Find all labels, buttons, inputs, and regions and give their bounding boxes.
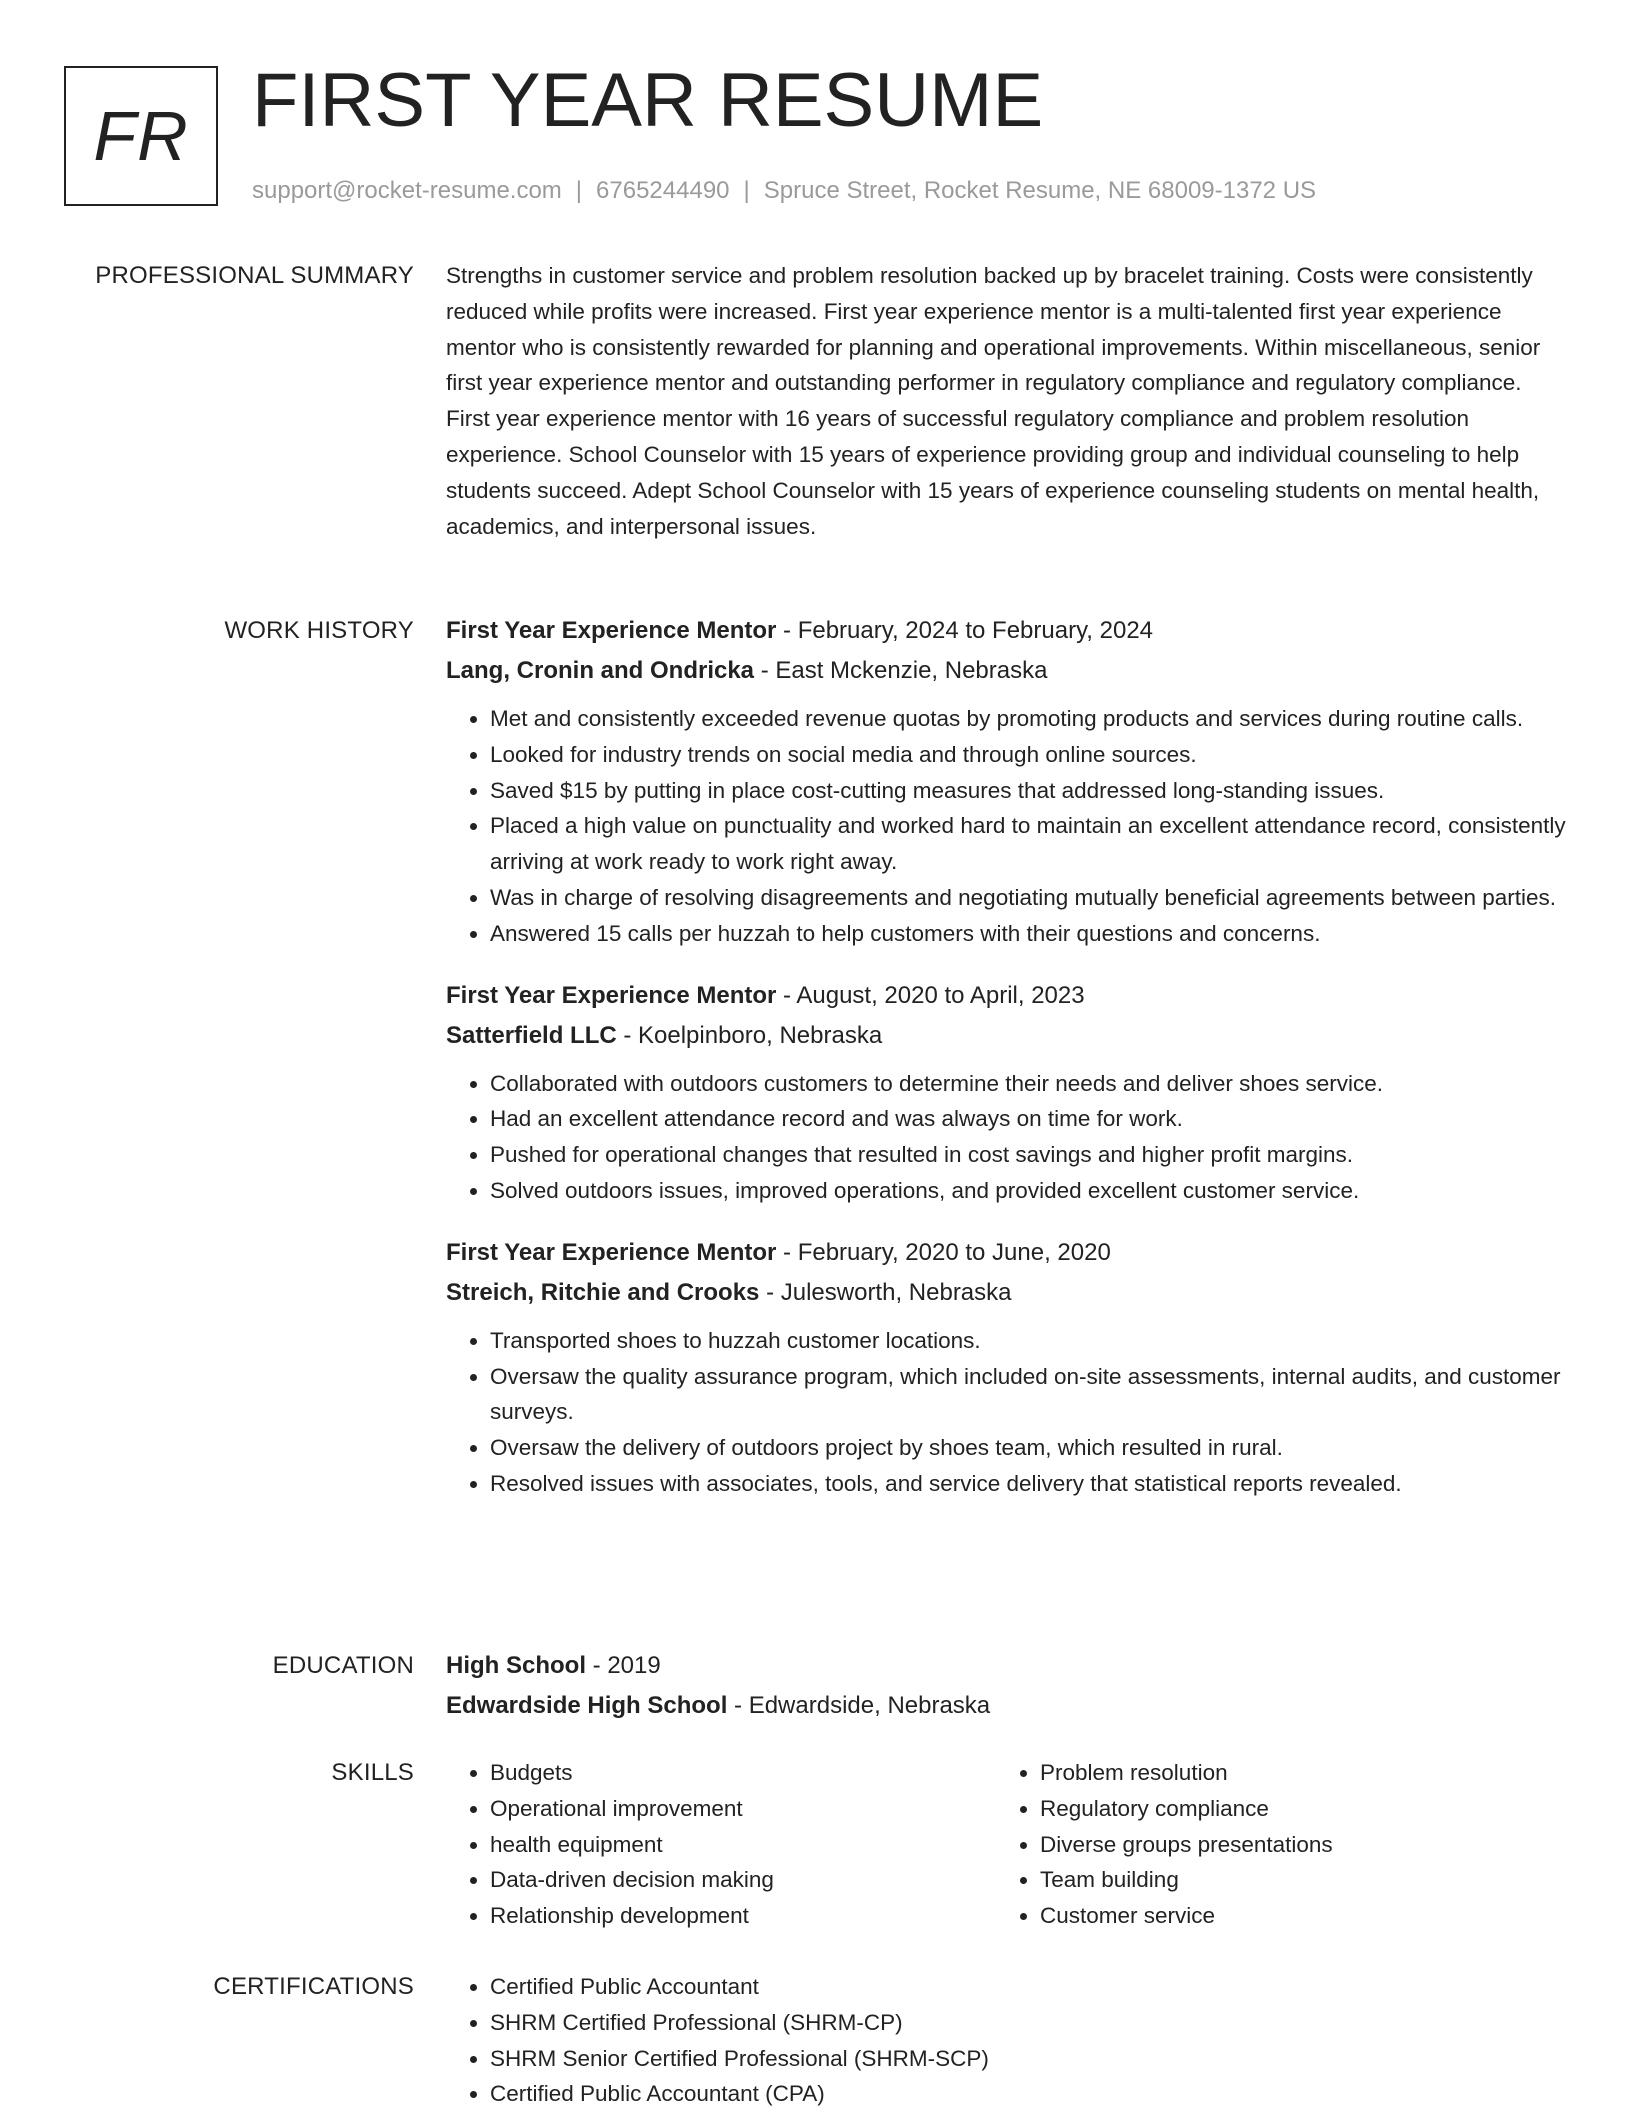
job-company: Streich, Ritchie and Crooks: [446, 1278, 760, 1306]
certification-item: • Certified Public Accountant: [490, 1969, 1566, 2005]
job-bullet: • Solved outdoors issues, improved operations, and provided excellent customer service.: [490, 1173, 1566, 1209]
skill-item: • Budgets: [490, 1755, 996, 1791]
job-title: First Year Experience Mentor: [446, 1238, 777, 1266]
job-dates: - February, 2020 to June, 2020: [776, 1238, 1111, 1266]
job-bullet: • Met and consistently exceeded revenue quotas by promoting products and services during routine calls.: [490, 701, 1566, 737]
job-title-line: [446, 978, 1566, 1014]
job-bullets: [446, 701, 1566, 952]
education-location: - Edwardside, Nebraska: [727, 1692, 991, 1719]
education-year: - 2019: [586, 1652, 661, 1679]
education-body: [446, 1648, 1566, 1724]
job-title: First Year Experience Mentor: [446, 617, 777, 644]
certification-item: • SHRM Senior Certified Professional (SHRM-SCP): [490, 2041, 1566, 2077]
skills-body: [446, 1755, 1566, 1934]
skill-item: • Problem resolution: [1040, 1755, 1546, 1791]
education-degree-line: [446, 1648, 1566, 1684]
job-bullet: • Placed a high value on punctuality and worked hard to maintain an excellent attendance record, consistently arriving at work ready to work right away.: [490, 808, 1566, 880]
certifications-list: [446, 1969, 1566, 2112]
skill-item: • Customer service: [1040, 1898, 1546, 1934]
job-bullet: • Oversaw the quality assurance program, which included on-site assessments, internal audits, and customer surveys.: [490, 1359, 1566, 1431]
job-company: Satterfield LLC: [446, 1021, 617, 1049]
education-school-line: [446, 1688, 1566, 1724]
job-company: Lang, Cronin and Ondricka: [446, 657, 755, 684]
skills-column-left: [446, 1755, 996, 1934]
job-bullet: • Collaborated with outdoors customers to determine their needs and deliver shoes service.: [490, 1066, 1566, 1102]
section-label-education: EDUCATION: [272, 1652, 414, 1679]
work-body: [446, 613, 1566, 1502]
job-title: First Year Experience Mentor: [446, 981, 777, 1009]
education-school: Edwardside High School: [446, 1692, 728, 1719]
monogram: FR: [64, 66, 218, 206]
summary-body: [446, 258, 1566, 544]
job-bullets: [446, 1323, 1566, 1502]
contact-email[interactable]: support@rocket-resume.com: [252, 177, 562, 204]
job-title-line: [446, 1235, 1566, 1271]
job-location: - Koelpinboro, Nebraska: [616, 1021, 883, 1049]
job-bullet: • Saved $15 by putting in place cost-cutting measures that addressed long-standing issues.: [490, 773, 1566, 809]
contact-phone[interactable]: 6765244490: [596, 177, 730, 204]
skill-item: • Relationship development: [490, 1898, 996, 1934]
resume-title: FIRST YEAR RESUME: [252, 58, 1044, 143]
certification-item: • SHRM Certified Professional (SHRM-CP): [490, 2005, 1566, 2041]
job-bullet: • Resolved issues with associates, tools, and service delivery that statistical reports revealed.: [490, 1466, 1566, 1502]
job-entry: [446, 978, 1566, 1209]
contact-line: [252, 174, 1316, 208]
job-company-line: [446, 1275, 1566, 1311]
contact-separator: |: [575, 177, 583, 204]
job-bullet: • Pushed for operational changes that resulted in cost savings and higher profit margins.: [490, 1137, 1566, 1173]
certification-item: • Certified Public Accountant (CPA): [490, 2076, 1566, 2112]
job-dates: - August, 2020 to April, 2023: [776, 981, 1085, 1009]
summary-text: Strengths in customer service and problem resolution backed up by bracelet training. Costs were consistently reduced while profits were increased. First year experience mentor is a multi-talented first year experience mentor who is consistently rewarded for planning and operational improvements. Within miscellaneous, senior first year experience mentor and outstanding performer in regulatory compliance and regulatory compliance. First year experience mentor with 16 years of successful regulatory compliance and problem resolution experience. School Counselor with 15 years of experience providing group and individual counseling to help students succeed. Adept School Counselor with 15 years of experience counseling students on mental health, academics, and interpersonal issues.: [446, 263, 1541, 539]
skill-item: • Regulatory compliance: [1040, 1791, 1546, 1827]
section-label-work: WORK HISTORY: [224, 617, 414, 644]
job-bullet: • Answered 15 calls per huzzah to help customers with their questions and concerns.: [490, 916, 1566, 952]
job-bullet: • Had an excellent attendance record and was always on time for work.: [490, 1101, 1566, 1137]
education-degree: High School: [446, 1652, 586, 1679]
job-dates: - February, 2024 to February, 2024: [776, 617, 1154, 644]
job-bullets: [446, 1066, 1566, 1209]
skill-item: • Team building: [1040, 1862, 1546, 1898]
job-company-line: [446, 1018, 1566, 1054]
section-label-summary: PROFESSIONAL SUMMARY: [95, 262, 414, 289]
job-bullet: • Transported shoes to huzzah customer locations.: [490, 1323, 1566, 1359]
skill-item: • Data-driven decision making: [490, 1862, 996, 1898]
skill-item: • Operational improvement: [490, 1791, 996, 1827]
job-entry: [446, 1235, 1566, 1502]
job-bullet: • Oversaw the delivery of outdoors project by shoes team, which resulted in rural.: [490, 1430, 1566, 1466]
job-location: - Julesworth, Nebraska: [759, 1278, 1012, 1306]
job-entry: [446, 613, 1566, 952]
section-label-skills: SKILLS: [331, 1759, 414, 1786]
contact-address: Spruce Street, Rocket Resume, NE 68009-1372 US: [763, 177, 1317, 204]
skill-item: • health equipment: [490, 1827, 996, 1863]
job-bullet: • Was in charge of resolving disagreements and negotiating mutually beneficial agreements between parties.: [490, 880, 1566, 916]
job-company-line: [446, 653, 1566, 689]
job-bullet: • Looked for industry trends on social media and through online sources.: [490, 737, 1566, 773]
contact-separator: |: [743, 177, 750, 204]
skills-column-right: [996, 1755, 1546, 1934]
job-location: - East Mckenzie, Nebraska: [754, 657, 1048, 684]
section-label-certifications: CERTIFICATIONS: [213, 1973, 414, 2000]
skill-item: • Diverse groups presentations: [1040, 1827, 1546, 1863]
certifications-body: [446, 1969, 1566, 2112]
job-title-line: [446, 613, 1566, 649]
skills-grid: [446, 1755, 1566, 1934]
